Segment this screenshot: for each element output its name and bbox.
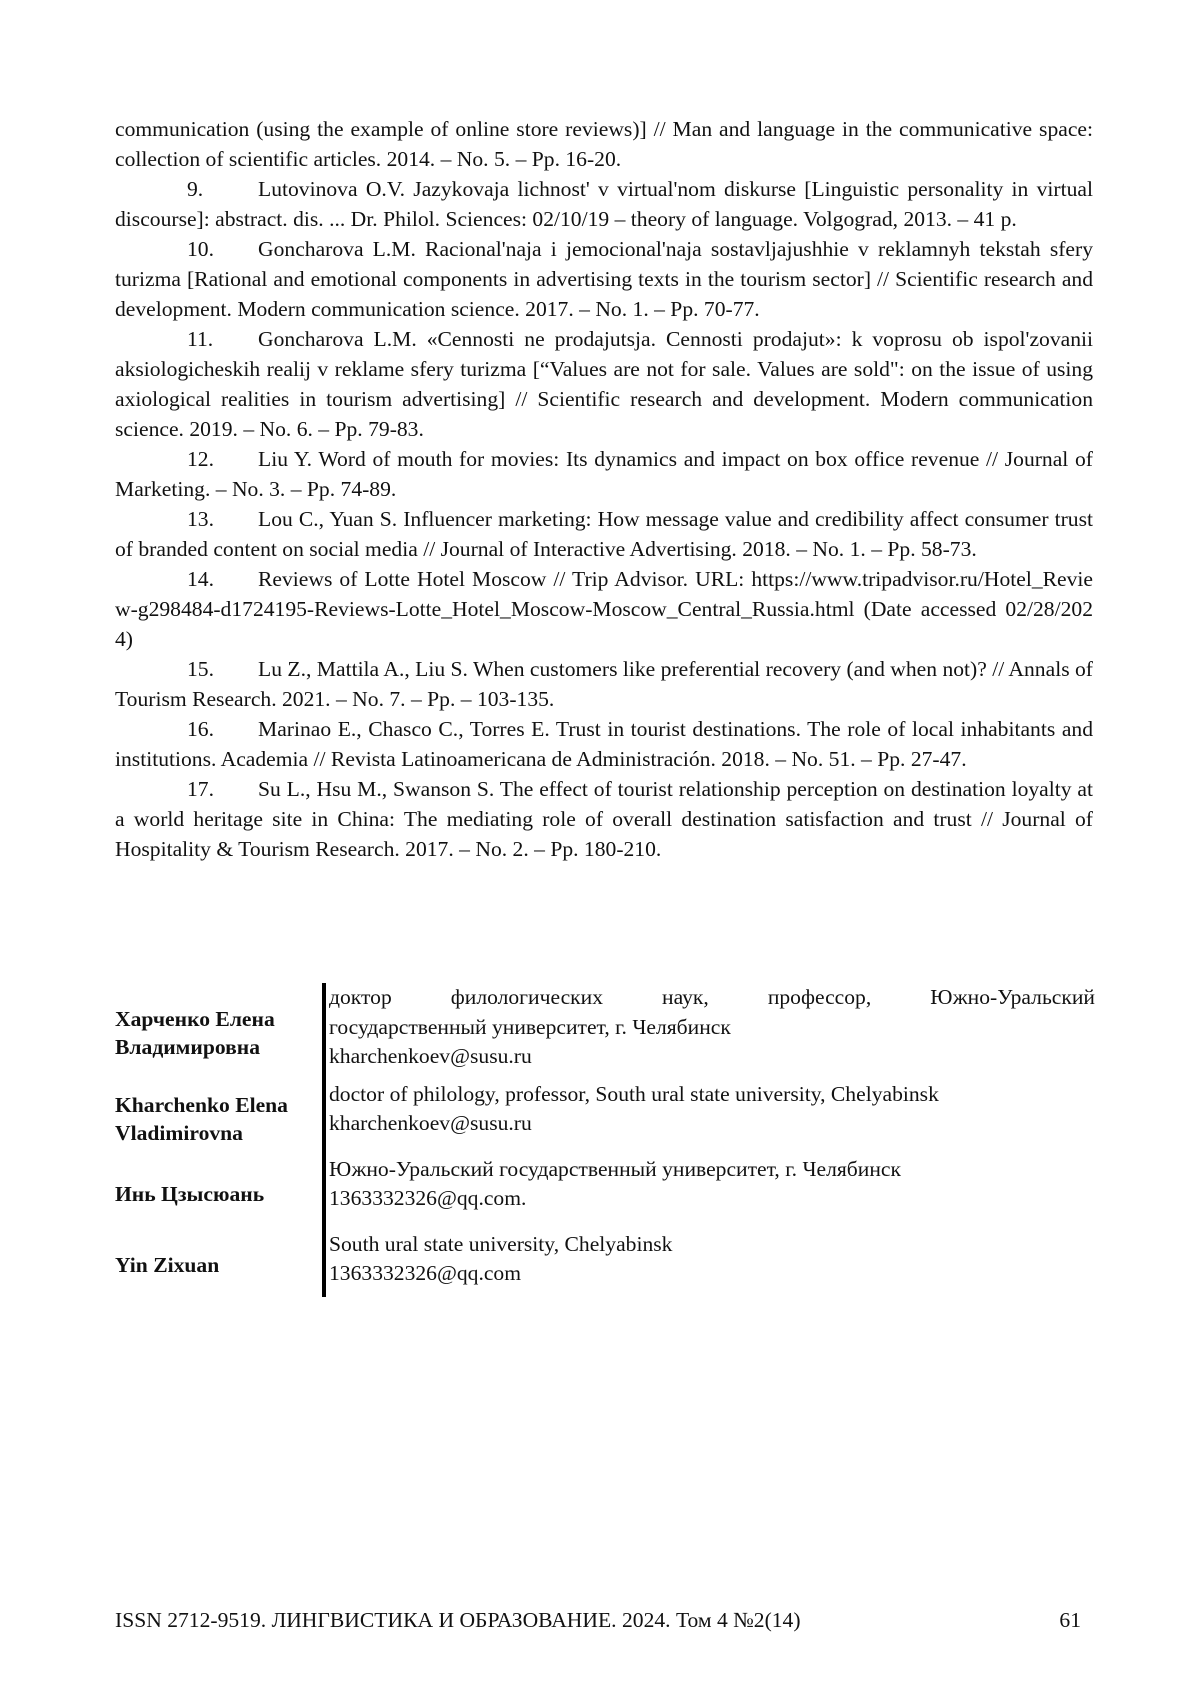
author-affiliation: South ural state university, Chelyabinsk — [329, 1231, 673, 1256]
author-details — [322, 1080, 1095, 1155]
reference-text: Reviews of Lotte Hotel Moscow // Trip Advisor. URL: https://www.tripadvisor.ru/Hotel_Review-g298484-d1724195-Reviews-Lotte_Hotel_Moscow-Moscow_Central_Russia.html (Date accessed 02/28/2024) — [115, 567, 1093, 651]
author-name-line: Харченко Елена — [115, 1007, 275, 1032]
author-name — [115, 1155, 322, 1230]
reference-number: 15. — [187, 657, 214, 681]
author-name-line: Владимировна — [115, 1035, 260, 1060]
reference-number: 11. — [187, 327, 214, 351]
reference-text: communication (using the example of online store reviews)] // Man and language in the communicative space: collection of scientific articles. 2014. – No. 5. – Pp. 16-20. — [115, 117, 1093, 171]
author-email: 1363332326@qq.com. — [329, 1186, 527, 1210]
author-details — [322, 983, 1095, 1080]
reference-text: Liu Y. Word of mouth for movies: Its dynamics and impact on box office revenue // Journal of Marketing. – No. 3. – Pp. 74-89. — [115, 447, 1093, 501]
reference-text: Marinao E., Chasco C., Torres E. Trust in tourist destinations. The role of local inhabitants and institutions. Academia // Revista Latinoamericana de Administración. 2018. – No. 51. – Pp. 27-47. — [115, 717, 1093, 771]
author-name-line: Vladimirovna — [115, 1121, 243, 1145]
reference-item — [115, 654, 1093, 714]
reference-number: 12. — [187, 447, 214, 471]
author-affiliation: доктор филологических наук, профессор, Южно-Уральский — [329, 985, 1095, 1009]
author-name-line: Инь Цзысюань — [115, 1182, 265, 1206]
reference-text: Goncharova L.M. «Cennosti ne prodajutsja. Cennosti prodajut»: k voprosu ob ispol'zovanii aksiologicheskih realij v reklame sfery turizma [“Values are not for sale. Values are sold": on the issue of using axiological realities in tourism advertising] // Scientific research and development. Modern communication science. 2019. – No. 6. – Pp. 79-83. — [115, 327, 1093, 441]
reference-number: 17. — [187, 777, 214, 801]
author-email: kharchenkoev@susu.ru — [329, 1111, 532, 1135]
author-affiliation: государственный университет, г. Челябинск — [329, 1014, 731, 1039]
author-email: 1363332326@qq.com — [329, 1261, 522, 1285]
journal-citation: ISSN 2712-9519. ЛИНГВИСТИКА И ОБРАЗОВАНИЕ. 2024. Том 4 №2(14) — [115, 1608, 801, 1632]
page-footer — [115, 1608, 1081, 1633]
reference-number: 13. — [187, 507, 214, 531]
author-row — [115, 983, 1095, 1080]
reference-item — [115, 714, 1093, 774]
author-info-table — [115, 983, 1095, 1297]
reference-text: Goncharova L.M. Racional'naja i jemocional'naja sostavljajushhie v reklamnyh tekstah sfery turizma [Rational and emotional components in advertising texts in the tourism sector] // Scientific research and development. Modern communication science. 2017. – No. 1. – Pp. 70-77. — [115, 237, 1093, 321]
reference-list — [115, 114, 1093, 864]
author-details — [322, 1155, 1095, 1230]
author-affiliation: doctor of philology, professor, South ural state university, Chelyabinsk — [329, 1081, 939, 1106]
reference-number: 9. — [187, 177, 204, 201]
reference-item — [115, 564, 1093, 654]
author-name — [115, 983, 322, 1080]
author-name — [115, 1080, 322, 1155]
reference-number: 16. — [187, 717, 214, 741]
reference-text: Lu Z., Mattila A., Liu S. When customers like preferential recovery (and when not)? // Annals of Tourism Research. 2021. – No. 7. – Pp. – 103-135. — [115, 657, 1093, 711]
page-number: 61 — [1059, 1608, 1081, 1632]
author-row — [115, 1155, 1095, 1230]
reference-text: Lou C., Yuan S. Influencer marketing: How message value and credibility affect consumer trust of branded content on social media // Journal of Interactive Advertising. 2018. – No. 1. – Pp. 58-73. — [115, 507, 1093, 561]
author-name-line: Yin Zixuan — [115, 1253, 220, 1277]
reference-item — [115, 774, 1093, 864]
reference-item — [115, 324, 1093, 444]
reference-text: Su L., Hsu M., Swanson S. The effect of tourist relationship perception on destination loyalty at a world heritage site in China: The mediating role of overall destination satisfaction and trust // Journal of Hospitality & Tourism Research. 2017. – No. 2. – Pp. 180-210. — [115, 777, 1093, 861]
author-affiliation: Южно-Уральский государственный университет, г. Челябинск — [329, 1156, 901, 1181]
reference-number: 10. — [187, 237, 214, 261]
author-name — [115, 1230, 322, 1297]
reference-item — [115, 444, 1093, 504]
author-email: kharchenkoev@susu.ru — [329, 1044, 532, 1068]
reference-text: Lutovinova O.V. Jazykovaja lichnost' v virtual'nom diskurse [Linguistic personality in virtual discourse]: abstract. dis. ... Dr. Philol. Sciences: 02/10/19 – theory of language. Volgograd, 2013. – 41 p. — [115, 177, 1093, 231]
reference-item — [115, 234, 1093, 324]
author-row — [115, 1230, 1095, 1297]
author-name-line: Kharchenko Elena — [115, 1093, 288, 1117]
reference-item — [115, 504, 1093, 564]
reference-item — [115, 174, 1093, 234]
author-details — [322, 1230, 1095, 1297]
author-row — [115, 1080, 1095, 1155]
reference-number: 14. — [187, 567, 214, 591]
reference-item — [115, 114, 1093, 174]
